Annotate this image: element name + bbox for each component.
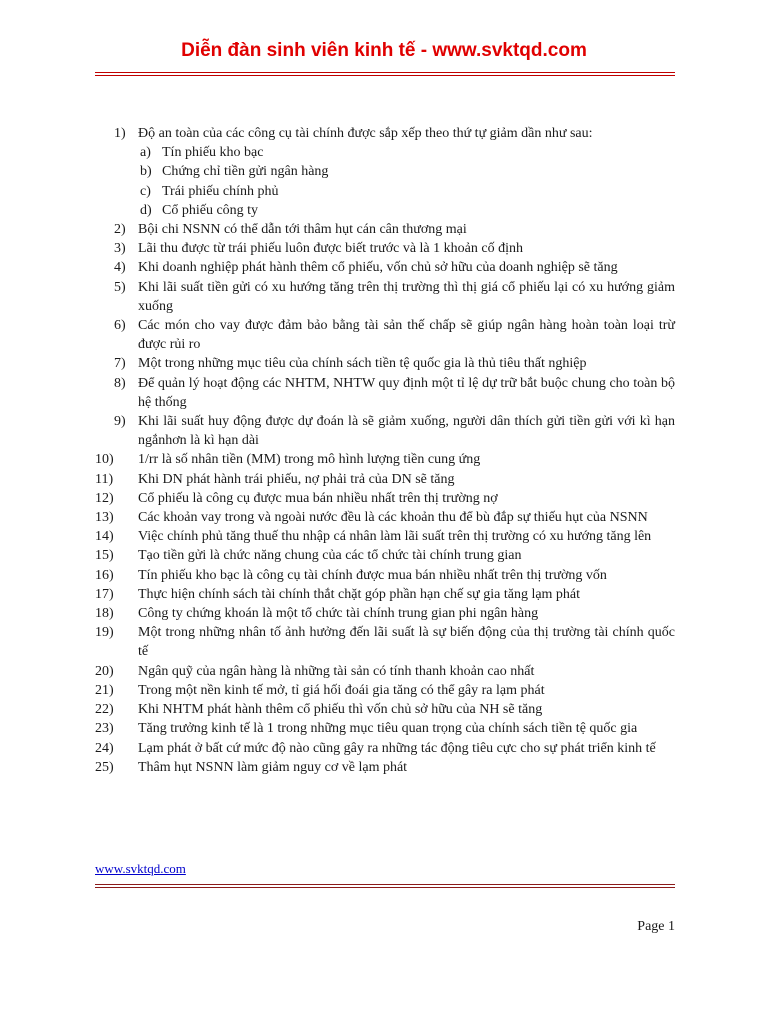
question-text: Tín phiếu kho bạc là công cụ tài chính được mua bán nhiều nhất trên thị trường vốn — [138, 567, 607, 583]
question-list — [95, 124, 675, 777]
option-label: c) — [140, 183, 151, 199]
question-number: 13) — [95, 510, 114, 526]
question-text: Độ an toàn của các công cụ tài chính được sắp xếp theo thứ tự giảm dần như sau: — [138, 126, 593, 141]
question-number: 3) — [114, 241, 126, 257]
question-item — [95, 412, 675, 450]
question-number: 8) — [114, 375, 126, 391]
header-divider — [95, 72, 675, 76]
question-text: Một trong những mục tiêu của chính sách tiền tệ quốc gia là thủ tiêu thất nghiệp — [138, 356, 587, 372]
question-number: 7) — [114, 356, 126, 372]
question-item — [95, 585, 675, 604]
question-text: Các khoản vay trong và ngoài nước đều là các khoản thu để bù đắp sự thiếu hụt của NSNN — [138, 510, 648, 526]
option-item — [95, 182, 675, 201]
question-number: 6) — [114, 318, 126, 334]
question-number: 12) — [95, 490, 114, 506]
question-item — [95, 623, 675, 661]
page-header-title: Diễn đàn sinh viên kinh tế - www.svktqd.com — [181, 40, 587, 61]
question-text: Lạm phát ở bất cứ mức độ nào cũng gây ra những tác động tiêu cực cho sự phát triển kinh tế — [138, 740, 656, 756]
question-text: Bội chi NSNN có thể dẫn tới thâm hụt cán cân thương mại — [138, 222, 467, 238]
question-text: Khi NHTM phát hành thêm cổ phiếu thì vốn chủ sở hữu của NH sẽ tăng — [138, 702, 543, 718]
question-item — [95, 719, 675, 738]
question-number: 15) — [95, 548, 114, 564]
question-text: Các món cho vay được đảm bảo bằng tài sản thế chấp sẽ giúp ngân hàng hoàn toàn loại trừ được rủi ro — [138, 318, 675, 353]
option-text: Cổ phiếu công ty — [162, 202, 259, 218]
question-number: 19) — [95, 625, 114, 641]
question-item — [95, 239, 675, 258]
option-label: d) — [140, 202, 152, 218]
question-number: 21) — [95, 682, 114, 698]
question-item — [95, 316, 675, 354]
question-text: Khi DN phát hành trái phiếu, nợ phải trả của DN sẽ tăng — [138, 471, 455, 487]
question-number: 14) — [95, 529, 114, 545]
question-number: 10) — [95, 452, 114, 468]
option-item — [95, 201, 675, 220]
question-number: 20) — [95, 663, 114, 679]
question-text: Khi lãi suất huy động được dự đoán là sẽ giảm xuống, người dân thích gửi tiền gửi với kì hạn ngắnhơn là kì hạn dài — [138, 414, 675, 449]
footer-website-link[interactable]: www.svktqd.com — [95, 861, 186, 876]
question-item — [95, 527, 675, 546]
question-item — [95, 508, 675, 527]
question-text: Tạo tiền gửi là chức năng chung của các tổ chức tài chính trung gian — [138, 548, 522, 564]
question-text: Để quản lý hoạt động các NHTM, NHTW quy định một tỉ lệ dự trữ bắt buộc chung cho toàn bộ hệ thống — [138, 375, 675, 410]
question-number: 2) — [114, 222, 126, 238]
question-text: Công ty chứng khoán là một tổ chức tài chính trung gian phi ngân hàng — [138, 606, 539, 622]
question-text: Tăng trưởng kinh tế là 1 trong những mục tiêu quan trọng của chính sách tiền tệ quốc gia — [138, 721, 638, 737]
question-text: Khi doanh nghiệp phát hành thêm cổ phiếu, vốn chủ sở hữu của doanh nghiệp sẽ tăng — [138, 260, 618, 276]
option-text: Tín phiếu kho bạc — [162, 145, 264, 161]
question-number: 16) — [95, 567, 114, 583]
question-item — [95, 450, 675, 469]
question-text: Thâm hụt NSNN làm giảm nguy cơ về lạm phát — [138, 759, 408, 775]
question-text: Ngân quỹ của ngân hàng là những tài sản có tính thanh khoản cao nhất — [138, 663, 535, 679]
option-item — [95, 162, 675, 181]
question-item — [95, 470, 675, 489]
question-text: Cổ phiếu là công cụ được mua bán nhiều nhất trên thị trường nợ — [138, 490, 498, 506]
option-label: a) — [140, 145, 151, 161]
question-item — [95, 258, 675, 277]
question-item — [95, 604, 675, 623]
question-number: 23) — [95, 721, 114, 737]
option-text: Chứng chỉ tiền gửi ngân hàng — [162, 164, 329, 180]
question-number: 9) — [114, 414, 126, 430]
question-number: 22) — [95, 702, 114, 718]
question-item — [95, 566, 675, 585]
question-number: 18) — [95, 606, 114, 622]
question-item — [95, 739, 675, 758]
question-text: Thực hiện chính sách tài chính thắt chặt góp phần hạn chế sự gia tăng lạm phát — [138, 586, 581, 602]
question-number: 17) — [95, 586, 114, 602]
question-item — [95, 124, 675, 143]
option-label: b) — [140, 164, 152, 180]
question-item — [95, 278, 675, 316]
question-item — [95, 354, 675, 373]
option-item — [95, 143, 675, 162]
question-item — [95, 700, 675, 719]
question-number: 5) — [114, 279, 126, 295]
question-item — [95, 489, 675, 508]
question-item — [95, 681, 675, 700]
question-item — [95, 220, 675, 239]
question-item — [95, 662, 675, 681]
question-text: 1/rr là số nhân tiền (MM) trong mô hình lượng tiền cung ứng — [138, 452, 481, 468]
question-text: Việc chính phủ tăng thuế thu nhập cá nhân làm lãi suất trên thị trường có xu hướng tăng lên — [138, 529, 652, 545]
question-item — [95, 758, 675, 777]
question-text: Trong một nền kinh tế mở, tỉ giá hối đoái gia tăng có thể gây ra lạm phát — [138, 682, 545, 698]
question-number: 11) — [95, 471, 114, 487]
question-item — [95, 374, 675, 412]
question-text: Khi lãi suất tiền gửi có xu hướng tăng trên thị trường thì thị giá cổ phiếu lại có xu hướng giảm xuống — [138, 279, 675, 314]
question-item — [95, 546, 675, 565]
question-text: Một trong những nhân tố ảnh hưởng đến lãi suất là sự biến động của thị trường tài chính quốc tế — [138, 625, 675, 660]
question-number: 24) — [95, 740, 114, 756]
question-number: 25) — [95, 759, 114, 775]
footer-divider — [95, 884, 675, 888]
question-number: 1) — [114, 126, 126, 141]
question-number: 4) — [114, 260, 126, 276]
question-text: Lãi thu được từ trái phiếu luôn được biết trước và là 1 khoản cố định — [138, 241, 523, 257]
page-number: Page 1 — [637, 919, 675, 934]
option-text: Trái phiếu chính phủ — [162, 183, 279, 199]
